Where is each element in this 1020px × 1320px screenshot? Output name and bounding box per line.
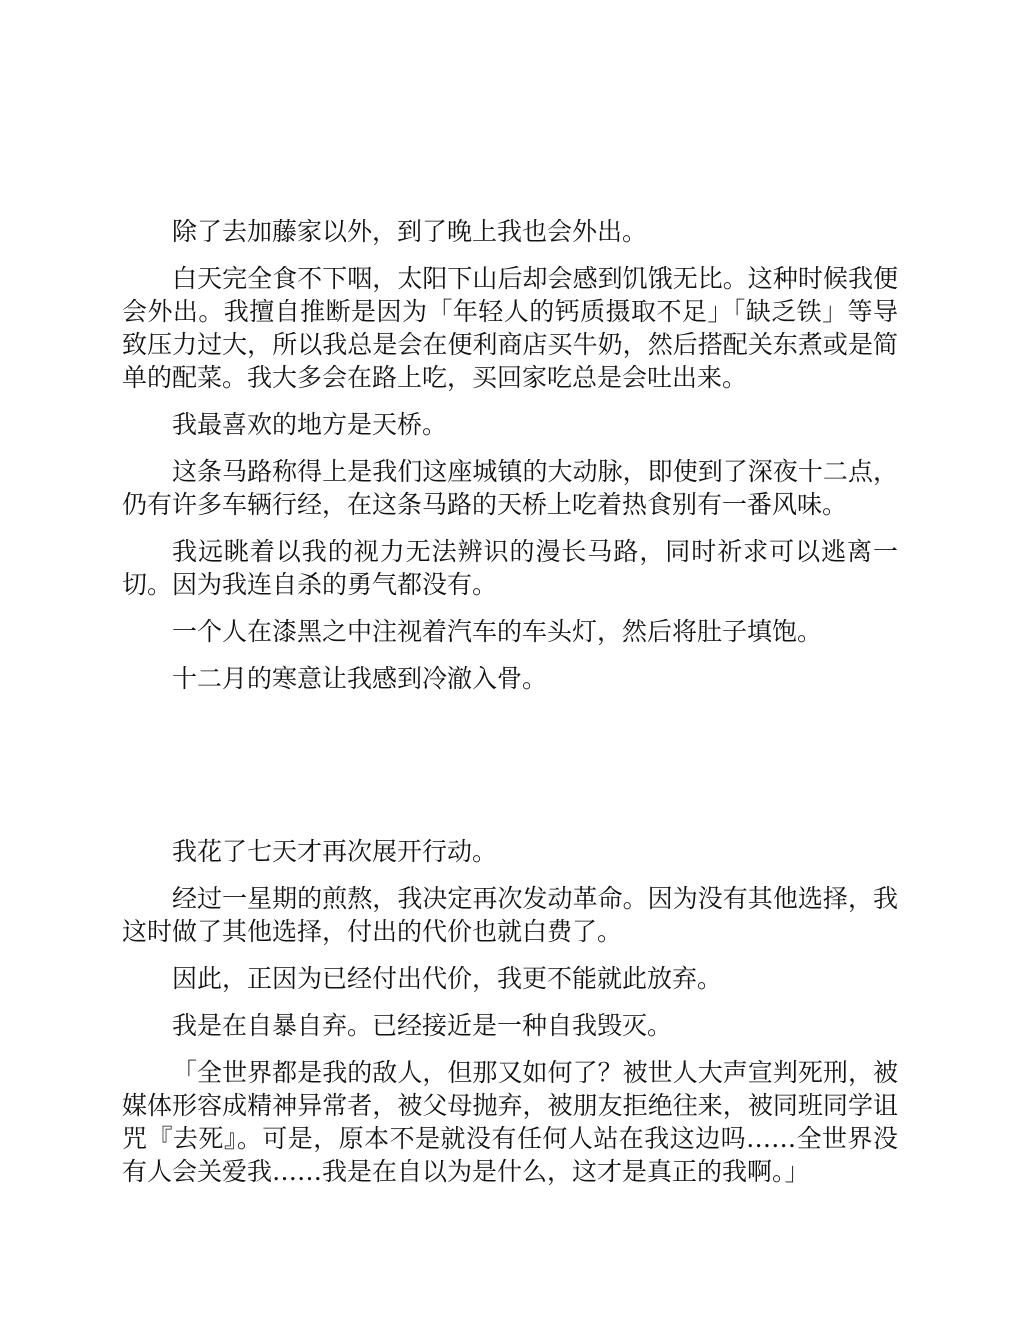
section-break	[122, 709, 898, 835]
paragraph: 我是在自暴自弃。已经接近是一种自我毁灭。	[172, 1011, 673, 1040]
page-body	[122, 215, 898, 1202]
paragraph: 一个人在漆黑之中注视着汽车的车头灯，然后将肚子填饱。	[172, 617, 823, 646]
paragraph: 因此，正因为已经付出代价，我更不能就此放弃。	[172, 964, 723, 993]
paragraph: 我远眺着以我的视力无法辨识的漫长马路，同时祈求可以逃离一切。因为我连自杀的勇气都没有。	[122, 537, 898, 599]
paragraph: 我最喜欢的地方是天桥。	[172, 410, 448, 439]
paragraph: 经过一星期的煎熬，我决定再次发动革命。因为没有其他选择，我这时做了其他选择，付出的代价也就白费了。	[122, 884, 898, 946]
paragraph: 除了去加藤家以外，到了晚上我也会外出。	[172, 217, 648, 246]
paragraph: 白天完全食不下咽，太阳下山后却会感到饥饿无比。这种时候我便会外出。我擅自推断是因为「年轻人的钙质摄取不足」「缺乏铁」等导致压力过大，所以我总是会在便利商店买牛奶，然后搭配关东煮或是简单的配菜。我大多会在路上吃，买回家吃总是会吐出来。	[122, 264, 898, 392]
paragraph: 十二月的寒意让我感到冷澈入骨。	[172, 664, 548, 693]
paragraph: 我花了七天才再次展开行动。	[172, 837, 498, 866]
paragraph: 这条马路称得上是我们这座城镇的大动脉，即使到了深夜十二点，仍有许多车辆行经，在这条马路的天桥上吃着热食别有一番风味。	[122, 457, 898, 519]
paragraph: 「全世界都是我的敌人，但那又如何了？被世人大声宣判死刑，被媒体形容成精神异常者，被父母抛弃，被朋友拒绝往来，被同班同学诅咒『去死』。可是，原本不是就没有任何人站在我这边吗……全世界没有人会关爱我……我是在自以为是什么，这才是真正的我啊。」	[122, 1058, 898, 1186]
